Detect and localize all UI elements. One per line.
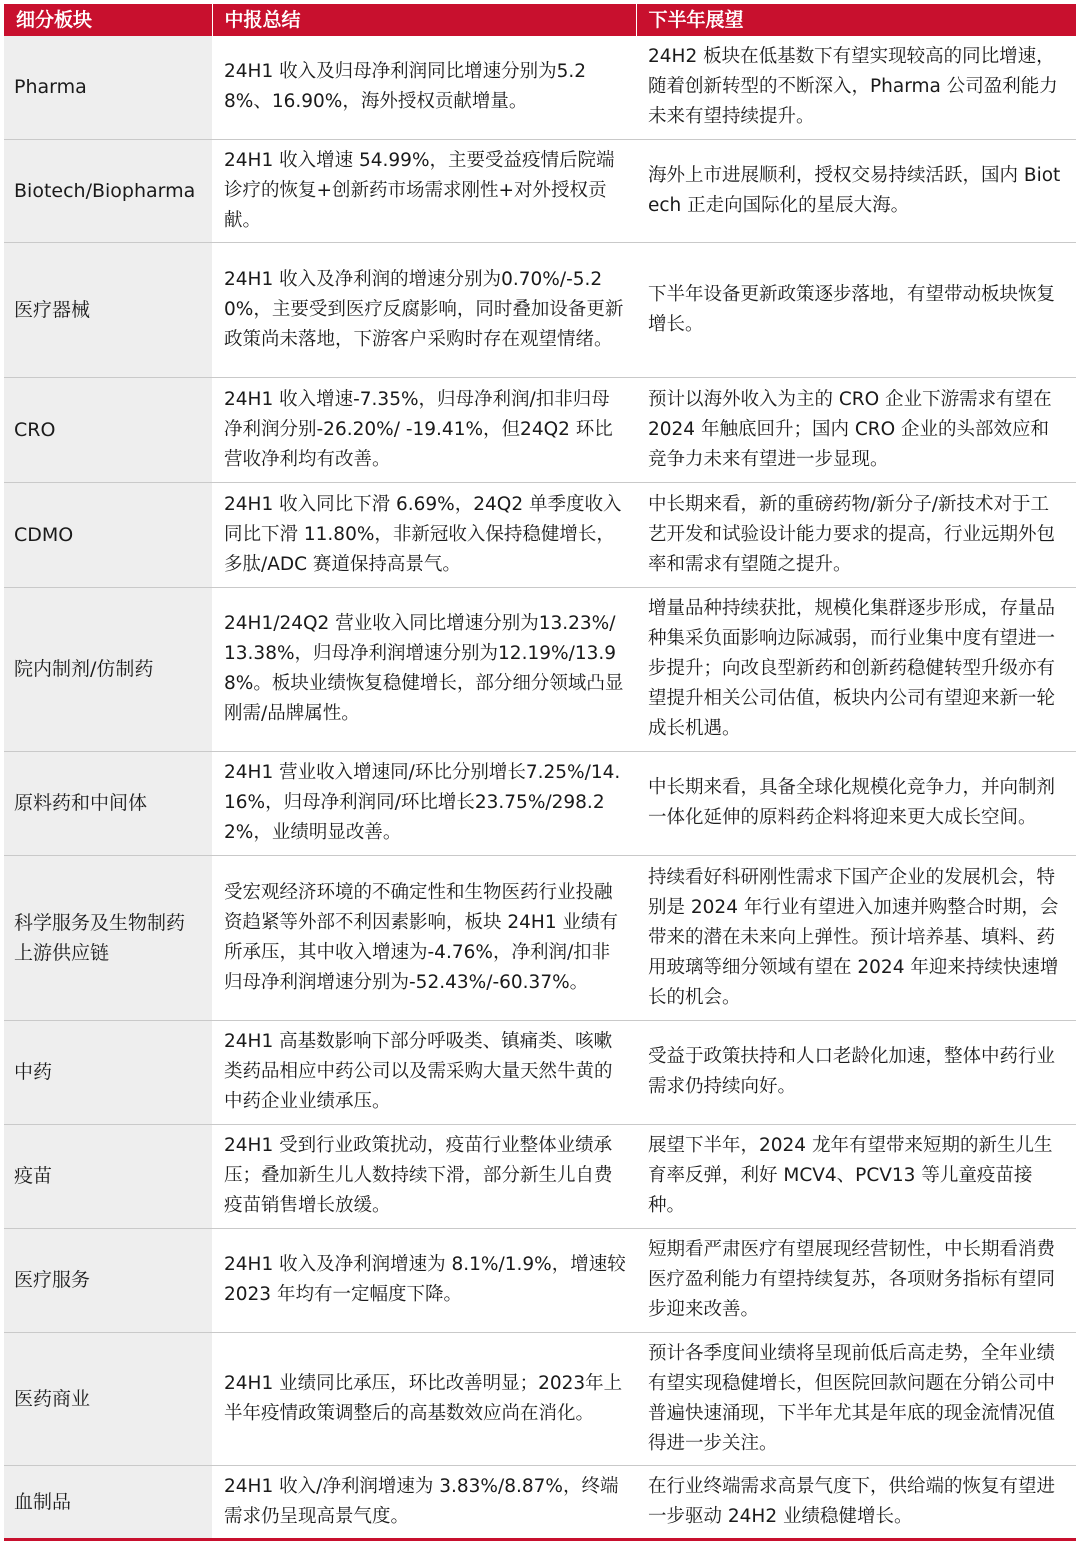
table-row	[4, 36, 1076, 139]
outlook-cell: 在行业终端需求高景气度下，供给端的恢复有望进一步驱动 24H2 业绩稳健增长。	[636, 1465, 1076, 1539]
header-summary: 中报总结	[212, 4, 636, 36]
sector-cell: 医疗服务	[4, 1228, 212, 1332]
outlook-cell: 受益于政策扶持和人口老龄化加速，整体中药行业需求仍持续向好。	[636, 1020, 1076, 1124]
table-row	[4, 587, 1076, 751]
outlook-cell: 展望下半年，2024 龙年有望带来短期的新生儿生育率反弹，利好 MCV4、PCV13 等儿童疫苗接种。	[636, 1124, 1076, 1228]
outlook-cell: 预计以海外收入为主的 CRO 企业下游需求有望在 2024 年触底回升；国内 CRO 企业的头部效应和竞争力未来有望进一步显现。	[636, 377, 1076, 482]
table-row	[4, 1465, 1076, 1539]
table-row	[4, 1228, 1076, 1332]
summary-cell: 24H1 收入增速-7.35%，归母净利润/扣非归母净利润分别-26.20%/ -19.41%，但24Q2 环比营收净利均有改善。	[212, 377, 636, 482]
table-body	[4, 36, 1076, 1539]
summary-cell: 24H1 收入增速 54.99%，主要受益疫情后院端诊疗的恢复+创新药市场需求刚性+对外授权贡献。	[212, 139, 636, 242]
outlook-cell: 短期看严肃医疗有望展现经营韧性，中长期看消费医疗盈利能力有望持续复苏，各项财务指标有望同步迎来改善。	[636, 1228, 1076, 1332]
sector-summary-table	[4, 4, 1076, 1541]
table-row	[4, 1332, 1076, 1465]
summary-cell: 受宏观经济环境的不确定性和生物医药行业投融资趋紧等外部不利因素影响，板块 24H1 业绩有所承压，其中收入增速为-4.76%，净利润/扣非归母净利润增速分别为-52.43%/-60.37%。	[212, 855, 636, 1020]
summary-cell: 24H1 高基数影响下部分呼吸类、镇痛类、咳嗽类药品相应中药公司以及需采购大量天然牛黄的中药企业业绩承压。	[212, 1020, 636, 1124]
sector-cell: 血制品	[4, 1465, 212, 1539]
outlook-cell: 预计各季度间业绩将呈现前低后高走势，全年业绩有望实现稳健增长，但医院回款问题在分销公司中普遍快速涌现，下半年尤其是年底的现金流情况值得进一步关注。	[636, 1332, 1076, 1465]
summary-cell: 24H1 收入及净利润增速为 8.1%/1.9%，增速较 2023 年均有一定幅度下降。	[212, 1228, 636, 1332]
outlook-cell: 24H2 板块在低基数下有望实现较高的同比增速，随着创新转型的不断深入，Pharma 公司盈利能力未来有望持续提升。	[636, 36, 1076, 139]
outlook-cell: 海外上市进展顺利，授权交易持续活跃，国内 Biotech 正走向国际化的星辰大海。	[636, 139, 1076, 242]
sector-cell: Pharma	[4, 36, 212, 139]
summary-cell: 24H1 收入及净利润的增速分别为0.70%/-5.20%，主要受到医疗反腐影响，同时叠加设备更新政策尚未落地，下游客户采购时存在观望情绪。	[212, 242, 636, 377]
summary-cell: 24H1 收入及归母净利润同比增速分别为5.28%、16.90%，海外授权贡献增量。	[212, 36, 636, 139]
table-row	[4, 1124, 1076, 1228]
table-row	[4, 855, 1076, 1020]
header-outlook: 下半年展望	[636, 4, 1076, 36]
summary-cell: 24H1 受到行业政策扰动，疫苗行业整体业绩承压；叠加新生儿人数持续下滑，部分新生儿自费疫苗销售增长放缓。	[212, 1124, 636, 1228]
sector-cell: 医药商业	[4, 1332, 212, 1465]
sector-cell: CDMO	[4, 482, 212, 587]
header-sector: 细分板块	[4, 4, 212, 36]
sector-cell: Biotech/Biopharma	[4, 139, 212, 242]
table-header	[4, 4, 1076, 36]
sector-cell: CRO	[4, 377, 212, 482]
sector-cell: 疫苗	[4, 1124, 212, 1228]
sector-cell: 原料药和中间体	[4, 751, 212, 855]
sector-cell: 医疗器械	[4, 242, 212, 377]
table-row	[4, 1020, 1076, 1124]
summary-cell: 24H1/24Q2 营业收入同比增速分别为13.23%/13.38%，归母净利润增速分别为12.19%/13.98%。板块业绩恢复稳健增长，部分细分领域凸显刚需/品牌属性。	[212, 587, 636, 751]
summary-cell: 24H1 收入/净利润增速为 3.83%/8.87%，终端需求仍呈现高景气度。	[212, 1465, 636, 1539]
summary-cell: 24H1 业绩同比承压，环比改善明显；2023年上半年疫情政策调整后的高基数效应尚在消化。	[212, 1332, 636, 1465]
sector-summary-table-container	[4, 4, 1076, 1541]
header-row	[4, 4, 1076, 36]
outlook-cell: 下半年设备更新政策逐步落地，有望带动板块恢复增长。	[636, 242, 1076, 377]
table-row	[4, 482, 1076, 587]
table-row	[4, 242, 1076, 377]
table-row	[4, 139, 1076, 242]
outlook-cell: 中长期来看，具备全球化规模化竞争力，并向制剂一体化延伸的原料药企料将迎来更大成长空间。	[636, 751, 1076, 855]
summary-cell: 24H1 收入同比下滑 6.69%，24Q2 单季度收入同比下滑 11.80%，非新冠收入保持稳健增长，多肽/ADC 赛道保持高景气。	[212, 482, 636, 587]
table-row	[4, 751, 1076, 855]
sector-cell: 科学服务及生物制药上游供应链	[4, 855, 212, 1020]
sector-cell: 中药	[4, 1020, 212, 1124]
sector-cell: 院内制剂/仿制药	[4, 587, 212, 751]
outlook-cell: 增量品种持续获批，规模化集群逐步形成，存量品种集采负面影响边际减弱，而行业集中度有望进一步提升；向改良型新药和创新药稳健转型升级亦有望提升相关公司估值，板块内公司有望迎来新一轮成长机遇。	[636, 587, 1076, 751]
summary-cell: 24H1 营业收入增速同/环比分别增长7.25%/14.16%，归母净利润同/环比增长23.75%/298.22%，业绩明显改善。	[212, 751, 636, 855]
outlook-cell: 持续看好科研刚性需求下国产企业的发展机会，特别是 2024 年行业有望进入加速并购整合时期，会带来的潜在未来向上弹性。预计培养基、填料、药用玻璃等细分领域有望在 2024 年迎来持续快速增长的机会。	[636, 855, 1076, 1020]
outlook-cell: 中长期来看，新的重磅药物/新分子/新技术对于工艺开发和试验设计能力要求的提高，行业远期外包率和需求有望随之提升。	[636, 482, 1076, 587]
table-row	[4, 377, 1076, 482]
